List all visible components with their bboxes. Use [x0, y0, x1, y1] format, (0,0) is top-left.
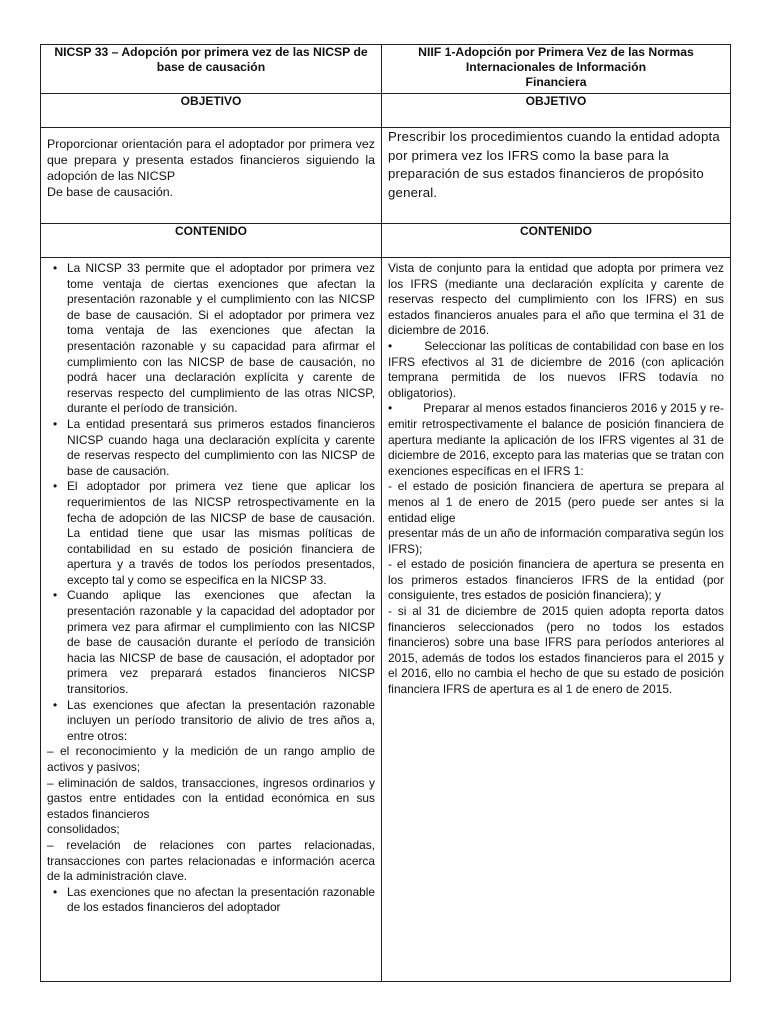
- header-right-cell: [382, 45, 731, 94]
- header-row: [41, 45, 731, 94]
- content-paragraph: - el estado de posición financiera de apertura se presenta en los primeros estados financieros IFRS de la entidad (por consiguiente, tres estados de posición financiera); y: [388, 557, 724, 603]
- contenido-text-right: [382, 258, 731, 982]
- objetivo-text-right: Prescribir los procedimientos cuando la entidad adopta por primera vez los IFRS como la base para la preparación de sus estados financieros de propósito general.: [382, 128, 731, 224]
- content-paragraph: - si al 31 de diciembre de 2015 quien adopta reporta datos financieros seleccionados (pero no todos los estados financieros) sobre una base IFRS para períodos anteriores al 2015, además de todos los estados financieros para el 2015 y el 2016, ello no cambia el hecho de que su estado de posición financiera IFRS de apertura es al 1 de enero de 2015.: [388, 604, 724, 697]
- content-paragraph: - el estado de posición financiera de apertura se prepara al menos al 1 de enero de 2015 (pero puede ser antes si la entidad elige: [388, 479, 724, 525]
- dash-item: consolidados;: [47, 822, 120, 837]
- bullet-paragraph: • Cuando aplique las exenciones que afectan la presentación razonable y la capacidad del adoptador por primera vez para afirmar el cumplimiento con las NICSP de base de causación durante el período de transición hacia las NICSP de base de causación, el adoptador por primera vez preparará estados financieros NICSP transitorios.: [67, 588, 375, 697]
- header-right-line: Financiera: [525, 75, 587, 89]
- bullet-paragraph: • La NICSP 33 permite que el adoptador por primera vez tome ventaja de ciertas exenciones que afectan la presentación razonable y el cumplimiento con las NICSP de base de causación. Si el adoptador por primera vez toma ventaja de las exenciones que afectan la presentación razonable y su capacidad para afirmar el cumplimiento con las NICSP de base de causación, no podrá hacer una declaración explícita y carente de reservas respecto del cumplimiento de las otras NICSP, durante el período de transición.: [67, 261, 375, 417]
- header-right-line: Internacionales de Información: [465, 60, 647, 74]
- contenido-heading-row: [41, 224, 731, 258]
- contenido-text-left: [41, 258, 382, 982]
- objetivo-left-line: Proporcionar orientación para el adoptador por primera vez que prepara y presenta estados financieros siguiendo la adopción de las NICSP: [47, 137, 375, 183]
- content-paragraph: presentar más de un año de información comparativa según los: [388, 526, 724, 541]
- contenido-heading-left: CONTENIDO: [41, 224, 382, 258]
- header-left-cell: [41, 45, 382, 94]
- contenido-heading-right: CONTENIDO: [382, 224, 731, 258]
- bullet-paragraph: • Las exenciones que afectan la presentación razonable incluyen un período transitorio de alivio de tres años a, entre otros:: [67, 698, 375, 745]
- objetivo-heading-left: OBJETIVO: [41, 94, 382, 128]
- content-paragraph: • Preparar al menos estados financieros 2016 y 2015 y re-emitir retrospectivamente el balance de posición financiera de apertura mediante la aplicación de los IFRS vigentes al 31 de diciembre de 2016, excepto para las materias que se tratan con exenciones específicas en el IFRS 1:: [388, 401, 724, 478]
- objetivo-left-line: De base de causación.: [47, 185, 174, 199]
- contenido-text-row: [41, 258, 731, 982]
- header-right-title: [382, 45, 730, 90]
- header-right-line: NIIF 1-Adopción por Primera Vez de las Normas: [418, 45, 694, 59]
- content-paragraph: • Seleccionar las políticas de contabilidad con base en los IFRS efectivos al 31 de diciembre de 2016 (con aplicación temprana permitida de los nuevos IFRS todavía no obligatorios).: [388, 338, 724, 400]
- bullet-paragraph: • Las exenciones que no afectan la presentación razonable de los estados financieros del adoptador: [67, 885, 375, 916]
- bullet-paragraph: • La entidad presentará sus primeros estados financieros NICSP cuando haga una declaración explícita y carente de reservas respecto del cumplimiento con las NICSP de base de causación.: [67, 417, 375, 479]
- bullet-paragraph: • El adoptador por primera vez tiene que aplicar los requerimientos de las NICSP retrospectivamente en la fecha de adopción de las NICSP de base de causación. La entidad tiene que usar las mismas políticas de contabilidad en su estado de posición financiera de apertura y a través de todos los períodos presentados, excepto tal y como se especifica en la NICSP 33.: [67, 479, 375, 588]
- objetivo-text-left: [41, 128, 382, 224]
- content-paragraph: Vista de conjunto para la entidad que adopta por primera vez los IFRS (mediante una declaración explícita y carente de reservas respecto del cumplimiento con los IFRS) en sus estados financieros anuales para el año que termina el 31 de diciembre de 2016.: [388, 261, 724, 338]
- objetivo-heading-row: [41, 94, 731, 128]
- dash-item: – el reconocimiento y la medición de un rango amplio de activos y pasivos;: [47, 744, 375, 774]
- comparison-table: [40, 44, 731, 982]
- dash-item: – eliminación de saldos, transacciones, ingresos ordinarios y gastos entre entidades con la entidad económica en sus estados financieros: [47, 775, 375, 821]
- dash-item: – revelación de relaciones con partes relacionadas, transacciones con partes relacionadas e información acerca de la administración clave.: [47, 837, 375, 884]
- objetivo-text-row: [41, 128, 731, 224]
- header-left-title: NICSP 33 – Adopción por primera vez de las NICSP de base de causación: [54, 45, 368, 74]
- objetivo-heading-right: OBJETIVO: [382, 94, 731, 128]
- content-paragraph: IFRS);: [388, 541, 423, 556]
